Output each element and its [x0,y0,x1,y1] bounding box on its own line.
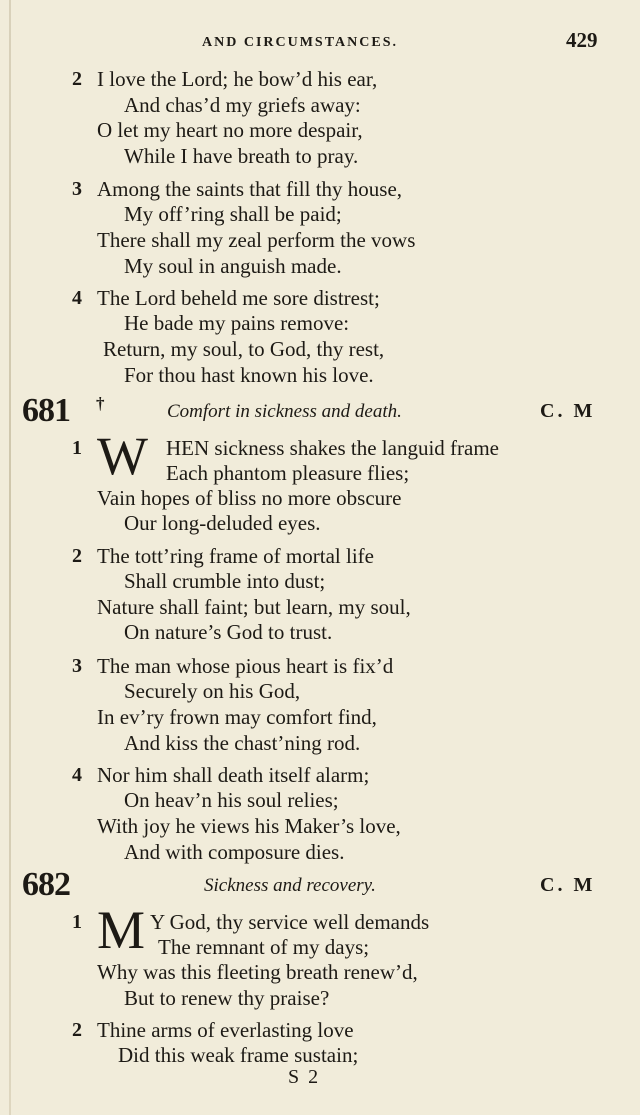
verse-line: HEN sickness shakes the languid frame [166,436,499,460]
verse-number: 1 [72,437,82,459]
verse-line: And kiss the chast’ning rod. [124,731,361,755]
page-number: 429 [566,28,598,52]
verse-line: Shall crumble into dust; [124,569,326,593]
verse-line: The man whose pious heart is fix’d [97,654,394,678]
verse-line: Vain hopes of bliss no more obscure [97,486,402,510]
verse-line: Each phantom pleasure flies; [166,461,410,485]
verse-number: 1 [72,911,82,933]
verse-line: Return, my soul, to God, thy rest, [103,337,385,361]
verse-line: He bade my pains remove: [124,311,350,335]
verse-line: My soul in anguish made. [124,254,342,278]
verse-line: I love the Lord; he bow’d his ear, [97,67,378,91]
verse-number: 2 [72,1019,82,1041]
verse-line: The tott’ring frame of mortal life [97,544,374,568]
verse-line: There shall my zeal perform the vows [97,228,416,252]
verse-line: Among the saints that fill thy house, [97,177,403,201]
running-head: AND CIRCUMSTANCES. [202,35,398,50]
verse-line: Securely on his God, [124,679,301,703]
verse-line: Nor him shall death itself alarm; [97,763,370,787]
hymn-number: 682 [22,866,70,903]
drop-cap: M [97,900,146,960]
hymn-title: Comfort in sickness and death. [167,401,402,422]
verse-line: On nature’s God to trust. [124,620,333,644]
hymn-681-header [0,394,640,434]
verse-line: The Lord beheld me sore distrest; [97,286,380,310]
verse-line: And chas’d my griefs away: [124,93,361,117]
verse-line: Our long-deluded eyes. [124,511,321,535]
verse-line: In ev’ry frown may comfort find, [97,705,377,729]
page-binding-edge [9,0,11,1115]
verse-number: 3 [72,178,82,200]
verse-line: With joy he views his Maker’s love, [97,814,401,838]
verse-line: The remnant of my days; [158,935,370,959]
verse-line: Thine arms of everlasting love [97,1018,354,1042]
verse-line: And with composure dies. [124,840,345,864]
signature-mark: S 2 [288,1066,321,1088]
verse-number: 4 [72,764,82,786]
verse-number: 2 [72,68,82,90]
verse-line: My off’ring shall be paid; [124,202,342,226]
verse-line: While I have breath to pray. [124,144,359,168]
hymn-682-header [0,868,640,908]
verse-number: 4 [72,287,82,309]
verse-line: O let my heart no more despair, [97,118,363,142]
verse-line: Y God, thy service well demands [150,910,430,934]
verse-line: But to renew thy praise? [124,986,330,1010]
hymn-title: Sickness and recovery. [204,875,376,896]
verse-number: 2 [72,545,82,567]
verse-line: On heav’n his soul relies; [124,788,339,812]
drop-cap: W [97,426,148,486]
dagger-mark: † [96,394,105,413]
verse-line: For thou hast known his love. [124,363,374,387]
verse-line: Why was this fleeting breath renew’d, [97,960,418,984]
verse-number: 3 [72,655,82,677]
hymn-meter: C. M [540,874,596,896]
hymn-meter: C. M [540,400,596,422]
verse-line: Did this weak frame sustain; [118,1043,359,1067]
hymn-number: 681 [22,392,70,429]
verse-line: Nature shall faint; but learn, my soul, [97,595,411,619]
